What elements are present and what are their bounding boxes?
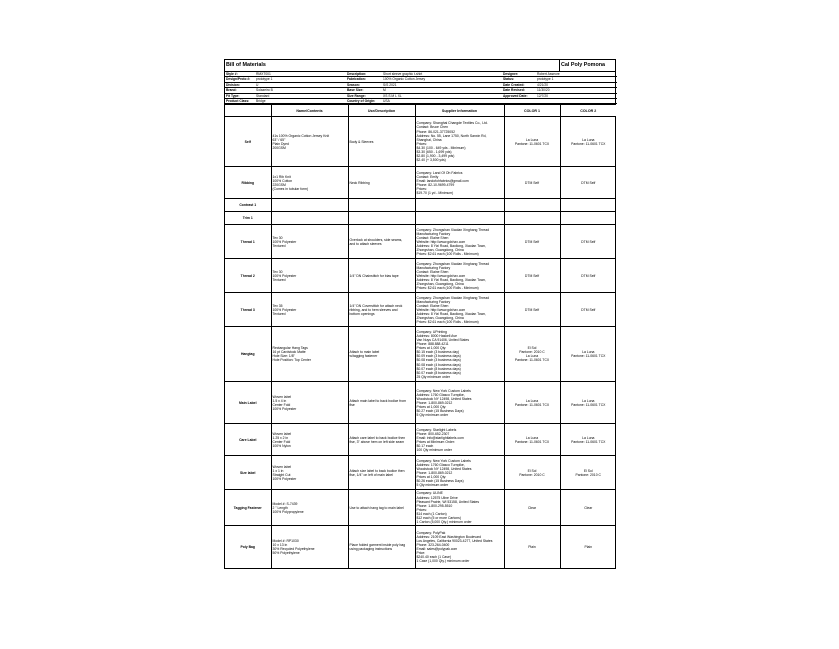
info-label: Status: bbox=[502, 77, 536, 82]
supplier-cell: Company: ULINE Address: 12575 Uline Drive Pleasant Prairie, WI 53158, United States Phone: 1-800-295-5510 Prices: $14 each (1 Carton) $12 each (5 or more Cartons) 1 Carton (5,000 Qty.) minimum order bbox=[415, 490, 504, 526]
info-label: Brand: bbox=[225, 88, 255, 93]
material-row bbox=[225, 424, 616, 456]
material-row bbox=[225, 382, 616, 424]
supplier-cell: Company: UPrinting Address: 8000 Haskell Ave Van Nuys CA 91406, United States Phone: 888.888.4211 Prices at 1,000 Qty: $0.15 each (3 business day) $0.09 each (3 business days) $0.08 each (3 business days) $0.08 each (4 business days) $0.07 each (8 business days) $0.07 each (8 business days) 25 Qty minimum order bbox=[415, 327, 504, 382]
supplier-cell bbox=[415, 199, 504, 212]
color1-cell: DTM Self bbox=[504, 225, 560, 259]
info-value: 4/21/20 bbox=[536, 82, 617, 87]
info-value: 11/30/20 bbox=[536, 88, 617, 93]
color2-cell: El Sol Pantone: 2010 C bbox=[560, 456, 616, 490]
supplier-cell bbox=[415, 212, 504, 225]
info-label: Base Size: bbox=[346, 88, 382, 93]
info-label: Design/Proto #: bbox=[225, 77, 255, 82]
material-row bbox=[225, 327, 616, 382]
color2-cell bbox=[560, 199, 616, 212]
info-value: S/S 2021 bbox=[382, 82, 502, 87]
supplier-cell: Company: Starlight Labels Phone: 800-652-2307 Email: info@starlightlabels.com Prices at Minimum Order: $0.17 each 100 Qty minimum order bbox=[415, 424, 504, 456]
info-label: Fit Type: bbox=[225, 93, 255, 98]
supplier-cell: Company: Zhongshan Xiaolan Xinghang Thread Manufacturing Factory Contact: Elaine Shen Website: http://www.gdxhzx.com Address: 8 Yizi Road, Baoliong, Xiaolan Town, Zhongshan, Guangdong, China Prices: $2.61 each (100 Rolls - Minimum) bbox=[415, 259, 504, 293]
color2-cell: Clear bbox=[560, 490, 616, 526]
color2-cell: DTM Self bbox=[560, 167, 616, 199]
use-cell: Attach size label to back bodice then fise, 1/4" on left of main label bbox=[348, 456, 415, 490]
info-value: prototype 1 bbox=[536, 77, 617, 82]
color1-cell bbox=[504, 199, 560, 212]
info-value: Solazeiro B bbox=[255, 88, 346, 93]
supplier-cell: Company: Zhongshan Xiaolan Xinghang Thread Manufacturing Factory Contact: Elaine Shen Website: http://www.gdxhzx.com Address: 8 Yizi Road, Baoliong, Xiaolan Town, Zhongshan, Guangdong, China Prices: $2.61 each (100 Rolls - Minimum) bbox=[415, 225, 504, 259]
use-cell: Attach main label to back bodice from fise bbox=[348, 382, 415, 424]
info-value: M bbox=[382, 88, 502, 93]
info-row bbox=[225, 98, 617, 103]
component-name: Ribbing bbox=[225, 167, 271, 199]
sheet-title: Bill of Materials bbox=[225, 60, 560, 71]
info-label: Product Class: bbox=[225, 98, 255, 103]
info-label: Date Created: bbox=[502, 82, 536, 87]
use-cell: Place folded garment inside poly bag using packaging instructions bbox=[348, 526, 415, 568]
contents-cell bbox=[271, 199, 348, 212]
component-name: Thread 1 bbox=[225, 225, 271, 259]
color1-cell: La Luna Pantone: 11-0601 TCX bbox=[504, 117, 560, 167]
component-name: Contrast 1 bbox=[225, 199, 271, 212]
info-label: Description: bbox=[346, 72, 382, 77]
info-label: Approved Date: bbox=[502, 93, 536, 98]
contents-cell: Model #: RP1030 10 x 13 in 30% Recycled Polyethylene 50% Polyethylene bbox=[271, 526, 348, 568]
title-bar bbox=[225, 60, 615, 72]
use-cell: Attach care label to back bodice then fise, 3" above hem on left side seam bbox=[348, 424, 415, 456]
info-label bbox=[502, 98, 536, 103]
contents-cell: 41s 100% Organic Cotton Jersey Knit 63" / 65" Plain Dyed 200GSM bbox=[271, 117, 348, 167]
info-value: 12/7/20 bbox=[536, 93, 617, 98]
contents-cell: Tex 30 100% Polyester Textured bbox=[271, 225, 348, 259]
contents-cell bbox=[271, 212, 348, 225]
component-name: Self bbox=[225, 117, 271, 167]
contents-cell: Model #: S-7439 2 " Length 100% Polypropylene bbox=[271, 490, 348, 526]
material-row bbox=[225, 167, 616, 199]
color2-cell bbox=[560, 212, 616, 225]
supplier-cell: Company: Land Of Oh Fabrics Contact: Emily Email: landofohfabrics@gmail.com Phone: 82-10-9699-4799 Prices: $19.70 (1 yd - Minimum) bbox=[415, 167, 504, 199]
supplier-cell: Company: New York Custom Labels Address: 1760 Glasco Turnpike, Woodstock NY 12498, United States Phone: 1-800-869-0212 Prices at 1,000 Qty: $0.26 each (15 Business Days) 5 Qty minimum order bbox=[415, 456, 504, 490]
supplier-cell: Company: Shanghai Changde Textiles Co., Ltd. Contact: Bruce Chen Phone: 86-021-37725052 Address: No. 55, Lane 1750, North Sanxin Rd, Shanghai, China Prices: $4.30 (100 - 649 yds - Minimum) $3.30 (650 - 1,699 yds) $2.80 (1,900 - 3,499 yds) $2.40 (+ 3,500 yds) bbox=[415, 117, 504, 167]
info-value: Bridge bbox=[255, 98, 346, 103]
materials-table bbox=[225, 104, 616, 568]
component-name: Trim 1 bbox=[225, 212, 271, 225]
color2-cell: DTM Self bbox=[560, 259, 616, 293]
component-name: Main Label bbox=[225, 382, 271, 424]
column-header bbox=[225, 105, 271, 117]
color1-cell: DTM Self bbox=[504, 259, 560, 293]
column-header: COLOR 1 bbox=[504, 105, 560, 117]
contents-cell: Woven label 1 x 1 in Straight Cut 100% Polyester bbox=[271, 456, 348, 490]
material-row bbox=[225, 526, 616, 568]
material-row bbox=[225, 293, 616, 327]
use-cell bbox=[348, 199, 415, 212]
info-label: Designer: bbox=[502, 72, 536, 77]
info-label: Fabrication: bbox=[346, 77, 382, 82]
use-cell: Neck Ribbing bbox=[348, 167, 415, 199]
material-row bbox=[225, 225, 616, 259]
contents-cell: Tex 30 100% Polyester Textured bbox=[271, 259, 348, 293]
color1-cell bbox=[504, 212, 560, 225]
material-row bbox=[225, 490, 616, 526]
company-name: Cal Poly Pomona bbox=[561, 62, 606, 68]
column-header: Use/Description bbox=[348, 105, 415, 117]
color1-cell: El Sol Pantone: 2010 C La Luna Pantone: 11-0601 TCX bbox=[504, 327, 560, 382]
color2-cell: La Luna Pantone: 11-0601 TCX bbox=[560, 424, 616, 456]
component-name: Care Label bbox=[225, 424, 271, 456]
info-value: RMXT001 bbox=[255, 72, 346, 77]
color1-cell: DTM Self bbox=[504, 293, 560, 327]
component-name: Size label bbox=[225, 456, 271, 490]
use-cell bbox=[348, 212, 415, 225]
info-label: Division: bbox=[225, 82, 255, 87]
color2-cell: La Luna Pantone: 11-0601 TCX bbox=[560, 117, 616, 167]
color2-cell: Plain bbox=[560, 526, 616, 568]
use-cell: Use to attach hang tag to main label bbox=[348, 490, 415, 526]
contents-cell: Woven label 1.5 x 4 in Center Fold 100% Polyester bbox=[271, 382, 348, 424]
info-value: Robert Asseore bbox=[536, 72, 617, 77]
use-cell: Attach to main label w/tagging fastener bbox=[348, 327, 415, 382]
color2-cell: La Luna Pantone: 11-0601 TCX bbox=[560, 382, 616, 424]
color1-cell: Clear bbox=[504, 490, 560, 526]
info-value: USA bbox=[382, 98, 502, 103]
contents-cell: Tex 35 100% Polyester Textured bbox=[271, 293, 348, 327]
contents-cell: 1x1 Rib Knit 100% Cotton 220GSM (Comes in tubular form) bbox=[271, 167, 348, 199]
column-header: Supplier Information bbox=[415, 105, 504, 117]
use-cell: 1/4" DN Coverstitch for attach neck ribbing, and to hem sleeves and bottom openings bbox=[348, 293, 415, 327]
component-name: Thread 3 bbox=[225, 293, 271, 327]
info-value: Standard bbox=[255, 93, 346, 98]
info-label: Style #: bbox=[225, 72, 255, 77]
use-cell: Body & Sleeves bbox=[348, 117, 415, 167]
info-value: prototype 1 bbox=[255, 77, 346, 82]
contents-cell: Woven label 1.25 x 2 in Center Fold 100% Nylon bbox=[271, 424, 348, 456]
supplier-cell: Company: PolyPak Address: 2109 East Washington Boulevard Los Angeles, California 90023-4277, United States Phone: 323-264-0400 Email: sales@polypak.com Price: $240.40 each (1 Case) 1 Case (1,000 Qty.) minimum order bbox=[415, 526, 504, 568]
materials-header-row bbox=[225, 105, 616, 117]
column-header: COLOR 2 bbox=[560, 105, 616, 117]
component-name: Poly Bag bbox=[225, 526, 271, 568]
info-label: Date Revised: bbox=[502, 88, 536, 93]
style-info-table bbox=[225, 72, 617, 104]
color1-cell: El Sol Pantone: 2010 C bbox=[504, 456, 560, 490]
color1-cell: La Luna Pantone: 11-0601 TCX bbox=[504, 382, 560, 424]
color1-cell: DTM Self bbox=[504, 167, 560, 199]
supplier-cell: Company: Zhongshan Xiaolan Xinghang Thread Manufacturing Factory Contact: Elaine Shen Website: http://www.gdxhzx.com Address: 8 Yizi Road, Baoliong, Xiaolan Town, Zhongshan, Guangdong, China Prices: $2.61 each (100 Rolls - Minimum) bbox=[415, 293, 504, 327]
component-name: Hangtag bbox=[225, 327, 271, 382]
material-row bbox=[225, 456, 616, 490]
material-row bbox=[225, 117, 616, 167]
info-value: U bbox=[255, 82, 346, 87]
bill-of-materials-sheet bbox=[224, 59, 616, 569]
component-name: Tagging Fastener bbox=[225, 490, 271, 526]
material-row bbox=[225, 259, 616, 293]
info-label: Season: bbox=[346, 82, 382, 87]
supplier-cell: Company: New York Custom Labels Address: 1760 Glasco Turnpike, Woodstock NY 12498, United States Phone: 1-800-869-0212 Prices at 1,000 Qty: $0.27 each (15 Business Days) 5 Qty minimum order bbox=[415, 382, 504, 424]
column-header: Name/Contents bbox=[271, 105, 348, 117]
info-value: XS S M L XL bbox=[382, 93, 502, 98]
component-name: Thread 2 bbox=[225, 259, 271, 293]
info-value: Short sleeve graphic t-shirt bbox=[382, 72, 502, 77]
use-cell: 1/4" DN Chainstitch for bias tape bbox=[348, 259, 415, 293]
info-label: Size Range: bbox=[346, 93, 382, 98]
color2-cell: La Luna Pantone: 11-0601 TCX bbox=[560, 327, 616, 382]
material-row bbox=[225, 199, 616, 212]
contents-cell: Rectangular Hang Tags 16 pt Cardstock Matte Hole Size: 1/8" Hole Position: Top Center bbox=[271, 327, 348, 382]
color2-cell: DTM Self bbox=[560, 293, 616, 327]
use-cell: Overlock at shoulders, side seams, and to attach sleeves bbox=[348, 225, 415, 259]
color1-cell: Plain bbox=[504, 526, 560, 568]
color1-cell: La Luna Pantone: 11-0601 TCX bbox=[504, 424, 560, 456]
info-label: Country of Origin: bbox=[346, 98, 382, 103]
material-row bbox=[225, 212, 616, 225]
info-value: 100% Organic Cotton Jersey bbox=[382, 77, 502, 82]
info-value bbox=[536, 98, 617, 103]
color2-cell: DTM Self bbox=[560, 225, 616, 259]
